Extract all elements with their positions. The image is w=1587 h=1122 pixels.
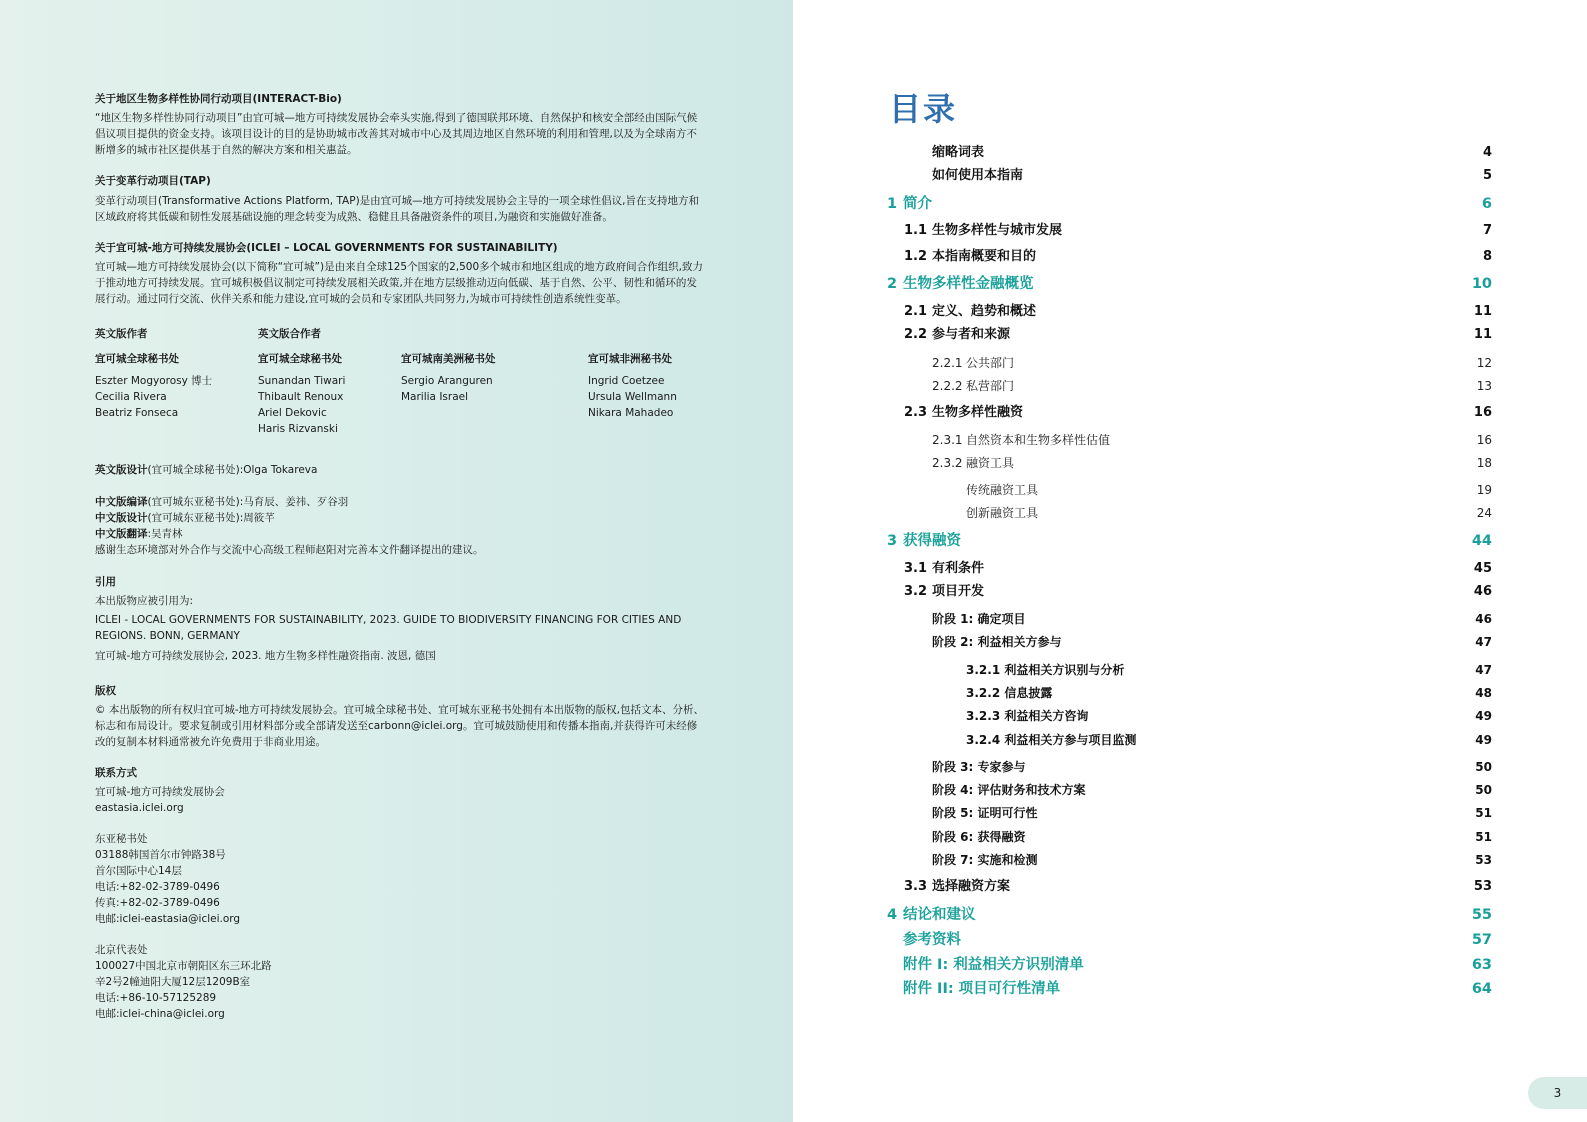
author-office: 宜可城非洲秘书处 xyxy=(588,353,672,365)
iclei-body: 宜可城—地方可持续发展协会(以下简称“宜可城”)是由来自全球125个国家的2,500多个城市和地区组成的地方政府间合作组织,致力于推动地方可持续发展。宜可城积极倡议制定可持续发展相关政策,并在地方层级推动迈向低碳、基于自然、公平、韧性和循环的发展行动。通过同行交流、伙伴关系和能力建设,宜可城的会员和专家团队共同努力,为城市可持续性创造系统性变革。 xyxy=(95,261,704,305)
beijing-office xyxy=(95,942,272,1022)
toc-entry-page: 5 xyxy=(1482,168,1492,183)
toc-entry-page: 10 xyxy=(1471,276,1492,292)
author-name: Thibault Renoux xyxy=(258,391,344,403)
toc-entry[interactable] xyxy=(966,683,1492,703)
toc-entry-page: 8 xyxy=(1482,249,1492,264)
contact-heading: 联系方式 xyxy=(95,767,137,779)
toc-entry-title: 结论和建议 xyxy=(903,907,976,923)
toc-entry-title: 获得融资 xyxy=(903,533,961,549)
address-line: 首尔国际中心14层 xyxy=(95,865,182,877)
author-name: Ursula Wellmann xyxy=(588,391,677,403)
toc-entry-page: 12 xyxy=(1476,356,1492,370)
toc-entry-page: 51 xyxy=(1475,830,1492,844)
toc-entry-page: 11 xyxy=(1473,327,1492,342)
toc-entry[interactable] xyxy=(932,376,1492,396)
address-line: 03188韩国首尔市钟路38号 xyxy=(95,849,226,861)
toc-entry-page: 11 xyxy=(1473,304,1492,319)
author-group xyxy=(258,351,345,437)
toc-entry-page: 44 xyxy=(1471,533,1492,549)
toc-entry-page: 24 xyxy=(1476,506,1492,520)
toc-entry-number: 1.1 xyxy=(904,223,928,238)
toc-entry-title: 融资工具 xyxy=(966,456,1015,470)
toc-entry-title: 附件 II: 项目可行性清单 xyxy=(903,981,1061,997)
author-name: Beatriz Fonseca xyxy=(95,407,179,419)
toc-entry[interactable] xyxy=(903,955,1492,975)
toc-entry[interactable] xyxy=(887,274,1492,294)
toc-entry-number: 3.3 xyxy=(904,879,928,894)
author-name: Ariel Dekovic xyxy=(258,407,327,419)
toc-entry-page: 13 xyxy=(1476,379,1492,393)
credit-label: 中文版编译 xyxy=(95,496,148,508)
author-name: Nikara Mahadeo xyxy=(588,407,674,419)
thanks-line: 感谢生态环境部对外合作与交流中心高级工程师赵阳对完善本文件翻译提出的建议。 xyxy=(95,544,484,556)
author-group xyxy=(588,351,677,421)
toc-entry-title: 生物多样性融资 xyxy=(932,405,1024,420)
toc-entry-page: 47 xyxy=(1475,663,1492,677)
toc-entry[interactable] xyxy=(932,803,1492,823)
toc-entry[interactable] xyxy=(904,302,1492,322)
toc-entry-page: 55 xyxy=(1471,907,1492,923)
author-name: Eszter Mogyorosy 博士 xyxy=(95,375,213,387)
author-office: 宜可城南美洲秘书处 xyxy=(401,353,496,365)
toc-entry[interactable] xyxy=(887,531,1492,551)
toc-entry-title: 传统融资工具 xyxy=(966,483,1039,497)
toc-entry[interactable] xyxy=(904,582,1492,602)
iclei-heading: 关于宜可城-地方可持续发展协会(ICLEI – LOCAL GOVERNMENTS FOR SUSTAINABILITY) xyxy=(95,242,558,254)
toc-entry[interactable] xyxy=(904,877,1492,897)
toc-entry[interactable] xyxy=(966,503,1492,523)
credit-line xyxy=(95,510,484,526)
toc-entry-title: 阶段 4: 评估财务和技术方案 xyxy=(932,783,1086,797)
toc-entry-title: 有利条件 xyxy=(932,561,985,576)
toc-entry-number: 2 xyxy=(887,276,898,292)
contact-org: 宜可城-地方可持续发展协会 xyxy=(95,786,225,798)
toc-entry[interactable] xyxy=(932,166,1492,186)
credit-line xyxy=(95,494,484,510)
toc-entry[interactable] xyxy=(932,780,1492,800)
toc-entry-number: 2.3.2 xyxy=(932,456,963,470)
citation-zh: 宜可城-地方可持续发展协会, 2023. 地方生物多样性融资指南. 波恩, 德国 xyxy=(95,650,436,662)
toc-entry-page: 4 xyxy=(1482,145,1492,160)
toc-entry-title: 创新融资工具 xyxy=(966,506,1039,520)
tap-heading: 关于变革行动项目(TAP) xyxy=(95,175,211,187)
credit-line xyxy=(95,526,484,542)
toc-entry-page: 18 xyxy=(1476,456,1492,470)
toc-entry-number: 3.2 xyxy=(904,584,928,599)
toc-entry-title: 阶段 6: 获得融资 xyxy=(932,830,1026,844)
address-line: 电话:+86-10-57125289 xyxy=(95,992,217,1004)
toc-entry-title: 本指南概要和目的 xyxy=(932,249,1037,264)
toc-entry-page: 64 xyxy=(1471,981,1492,997)
toc-entry[interactable] xyxy=(966,480,1492,500)
toc-entry-page: 50 xyxy=(1475,760,1492,774)
toc-entry-number: 1 xyxy=(887,196,898,212)
credit-text: (宜可城东亚秘书处):马育辰、姜祎、歹谷羽 xyxy=(147,496,349,508)
toc-entry-title: 参与者和来源 xyxy=(932,327,1011,342)
toc-entry-page: 46 xyxy=(1475,612,1492,626)
author-name: Cecilia Rivera xyxy=(95,391,167,403)
toc-entry[interactable] xyxy=(904,559,1492,579)
tap-body: 变革行动项目(Transformative Actions Platform, TAP)是由宜可城—地方可持续发展协会主导的一项全球性倡议,旨在支持地方和区域政府将其低碳和韧性发展基础设施的理念转变为成熟、稳健且具备融资条件的项目,为融资和实施做好准备。 xyxy=(95,195,699,223)
toc-entry-page: 63 xyxy=(1471,957,1492,973)
toc-entry-page: 7 xyxy=(1482,223,1492,238)
toc-entry-number: 2.3 xyxy=(904,405,928,420)
toc-entry-title: 简介 xyxy=(903,196,932,212)
toc-entry-title: 公共部门 xyxy=(966,356,1015,370)
toc-entry-page: 19 xyxy=(1476,483,1492,497)
toc-entry-page: 49 xyxy=(1475,709,1492,723)
contact-url[interactable]: eastasia.iclei.org xyxy=(95,802,184,814)
toc-entry[interactable] xyxy=(932,632,1492,652)
toc-entry-number: 3 xyxy=(887,533,898,549)
citation-heading: 引用 xyxy=(95,576,116,588)
address-line: 电话:+82-02-3789-0496 xyxy=(95,881,220,893)
page-number-badge: 3 xyxy=(1528,1077,1587,1109)
citation-intro: 本出版物应被引用为: xyxy=(95,595,194,607)
toc-entry-title: 生物多样性金融概览 xyxy=(903,276,1034,292)
toc-entry[interactable] xyxy=(887,194,1492,214)
toc-entry[interactable] xyxy=(932,353,1492,373)
toc-entry-page: 50 xyxy=(1475,783,1492,797)
toc-entry-title: 项目开发 xyxy=(932,584,985,599)
toc-title: 目录 xyxy=(889,90,958,128)
toc-entry-title: 3.2.1 利益相关方识别与分析 xyxy=(966,663,1125,677)
toc-entry-number: 2.1 xyxy=(904,304,928,319)
toc-entry-title: 3.2.3 利益相关方咨询 xyxy=(966,709,1089,723)
toc-entry-page: 46 xyxy=(1473,584,1492,599)
toc-entry-title: 阶段 7: 实施和检测 xyxy=(932,853,1038,867)
author-name: Haris Rizvanski xyxy=(258,423,338,435)
credit-label: 英文版设计 xyxy=(95,464,148,476)
toc-entry[interactable] xyxy=(904,221,1492,241)
toc-entry[interactable] xyxy=(932,850,1492,870)
toc-entry-title: 私营部门 xyxy=(966,379,1015,393)
toc-entry-page: 49 xyxy=(1475,733,1492,747)
toc-entry-number: 2.2 xyxy=(904,327,928,342)
left-page-colophon xyxy=(0,0,793,1122)
authors-heading: 英文版作者 xyxy=(95,328,148,340)
toc-entry[interactable] xyxy=(966,730,1492,750)
credit-label: 中文版设计 xyxy=(95,512,148,524)
toc-entry-number: 2.3.1 xyxy=(932,433,963,447)
author-office: 宜可城全球秘书处 xyxy=(95,353,179,365)
toc-entry-title: 阶段 5: 证明可行性 xyxy=(932,806,1038,820)
toc-entry-number: 2.2.2 xyxy=(932,379,963,393)
toc-entry[interactable] xyxy=(932,757,1492,777)
toc-entry-title: 附件 I: 利益相关方识别清单 xyxy=(903,957,1084,973)
toc-entry-title: 阶段 2: 利益相关方参与 xyxy=(932,635,1062,649)
toc-entry[interactable] xyxy=(903,979,1492,999)
author-group xyxy=(401,351,496,405)
author-office: 宜可城全球秘书处 xyxy=(258,353,342,365)
toc-entry[interactable] xyxy=(932,143,1492,163)
toc-entry-page: 57 xyxy=(1471,932,1492,948)
address-line: 电邮:iclei-eastasia@iclei.org xyxy=(95,913,241,925)
toc-entry-title: 参考资料 xyxy=(903,932,961,948)
toc-entry-title: 生物多样性与城市发展 xyxy=(932,223,1063,238)
toc-entry-title: 如何使用本指南 xyxy=(932,168,1024,183)
zh-credits xyxy=(95,494,484,558)
toc-entry-page: 45 xyxy=(1473,561,1492,576)
toc-entry[interactable] xyxy=(932,430,1492,450)
address-line: 传真:+82-02-3789-0496 xyxy=(95,897,220,909)
toc-entry-title: 自然资本和生物多样性估值 xyxy=(966,433,1111,447)
address-line: 东亚秘书处 xyxy=(95,833,148,845)
toc-entry-page: 16 xyxy=(1473,405,1492,420)
toc-entry-page: 48 xyxy=(1475,686,1492,700)
author-name: Marilia Israel xyxy=(401,391,469,403)
toc-entry[interactable] xyxy=(966,660,1492,680)
toc-entry-title: 阶段 1: 确定项目 xyxy=(932,612,1026,626)
toc-entry-number: 4 xyxy=(887,907,898,923)
east-asia-office xyxy=(95,831,240,927)
toc-entry-title: 选择融资方案 xyxy=(932,879,1011,894)
toc-entry-number: 1.2 xyxy=(904,249,928,264)
address-line: 北京代表处 xyxy=(95,944,148,956)
toc-entry-page: 53 xyxy=(1473,879,1492,894)
toc-entry-page: 47 xyxy=(1475,635,1492,649)
address-line: 电邮:iclei-china@iclei.org xyxy=(95,1008,225,1020)
address-line: 100027中国北京市朝阳区东三环北路 xyxy=(95,960,272,972)
toc-entry-title: 阶段 3: 专家参与 xyxy=(932,760,1026,774)
credit-text: :吴青林 xyxy=(147,528,183,540)
toc-entry-page: 6 xyxy=(1481,196,1492,212)
toc-entry-page: 16 xyxy=(1476,433,1492,447)
address-line: 辛2号2幢迪阳大厦12层1209B室 xyxy=(95,976,251,988)
toc-entry-title: 缩略词表 xyxy=(932,145,985,160)
toc-entry-page: 53 xyxy=(1475,853,1492,867)
author-name: Sergio Aranguren xyxy=(401,375,493,387)
author-group xyxy=(95,351,212,421)
toc-entry-number: 3.1 xyxy=(904,561,928,576)
copyright-heading: 版权 xyxy=(95,685,116,697)
toc-entry-page: 51 xyxy=(1475,806,1492,820)
author-name: Sunandan Tiwari xyxy=(258,375,346,387)
toc-entry[interactable] xyxy=(932,609,1492,629)
toc-entry-title: 定义、趋势和概述 xyxy=(932,304,1037,319)
interact-heading: 关于地区生物多样性协同行动项目(INTERACT-Bio) xyxy=(95,93,342,105)
toc-entry[interactable] xyxy=(904,403,1492,423)
toc-entry[interactable] xyxy=(904,247,1492,267)
credit-text: (宜可城东亚秘书处):周筱芊 xyxy=(147,512,275,524)
credit-text: (宜可城全球秘书处):Olga Tokareva xyxy=(147,464,318,476)
coauthors-heading: 英文版合作者 xyxy=(258,328,321,340)
toc-entry[interactable] xyxy=(887,905,1492,925)
author-name: Ingrid Coetzee xyxy=(588,375,665,387)
toc-entry-title: 3.2.2 信息披露 xyxy=(966,686,1053,700)
toc-entry[interactable] xyxy=(904,325,1492,345)
toc-entry[interactable] xyxy=(932,827,1492,847)
toc-entry[interactable] xyxy=(966,706,1492,726)
interact-body: “地区生物多样性协同行动项目”由宜可城—地方可持续发展协会牵头实施,得到了德国联邦环境、自然保护和核安全部经由国际气候倡议项目提供的资金支持。该项目设计的目的是协助城市改善其对城市中心及其周边地区自然环境的利用和管理,以及为全球南方不断增多的城市社区提供基于自然的解决方案和相关惠益。 xyxy=(95,112,698,156)
copyright-body: © 本出版物的所有权归宜可城-地方可持续发展协会。宜可城全球秘书处、宜可城东亚秘书处拥有本出版物的版权,包括文本、分析、标志和布局设计。要求复制或引用材料部分或全部请发送至carbonn@iclei.org。宜可城鼓励使用和传播本指南,并获得许可未经修改的复制本材料通常被允许免费用于非商业用途。 xyxy=(95,704,704,748)
toc-entry-title: 3.2.4 利益相关方参与项目监测 xyxy=(966,733,1137,747)
design-en-credit xyxy=(95,462,317,478)
citation-en: ICLEI - LOCAL GOVERNMENTS FOR SUSTAINABILITY, 2023. GUIDE TO BIODIVERSITY FINANCING FOR CITIES AND REGIONS. BONN, GERMANY xyxy=(95,614,682,642)
toc-entry[interactable] xyxy=(903,930,1492,950)
toc-entry[interactable] xyxy=(932,453,1492,473)
toc-entry-number: 2.2.1 xyxy=(932,356,963,370)
credit-label: 中文版翻译 xyxy=(95,528,148,540)
